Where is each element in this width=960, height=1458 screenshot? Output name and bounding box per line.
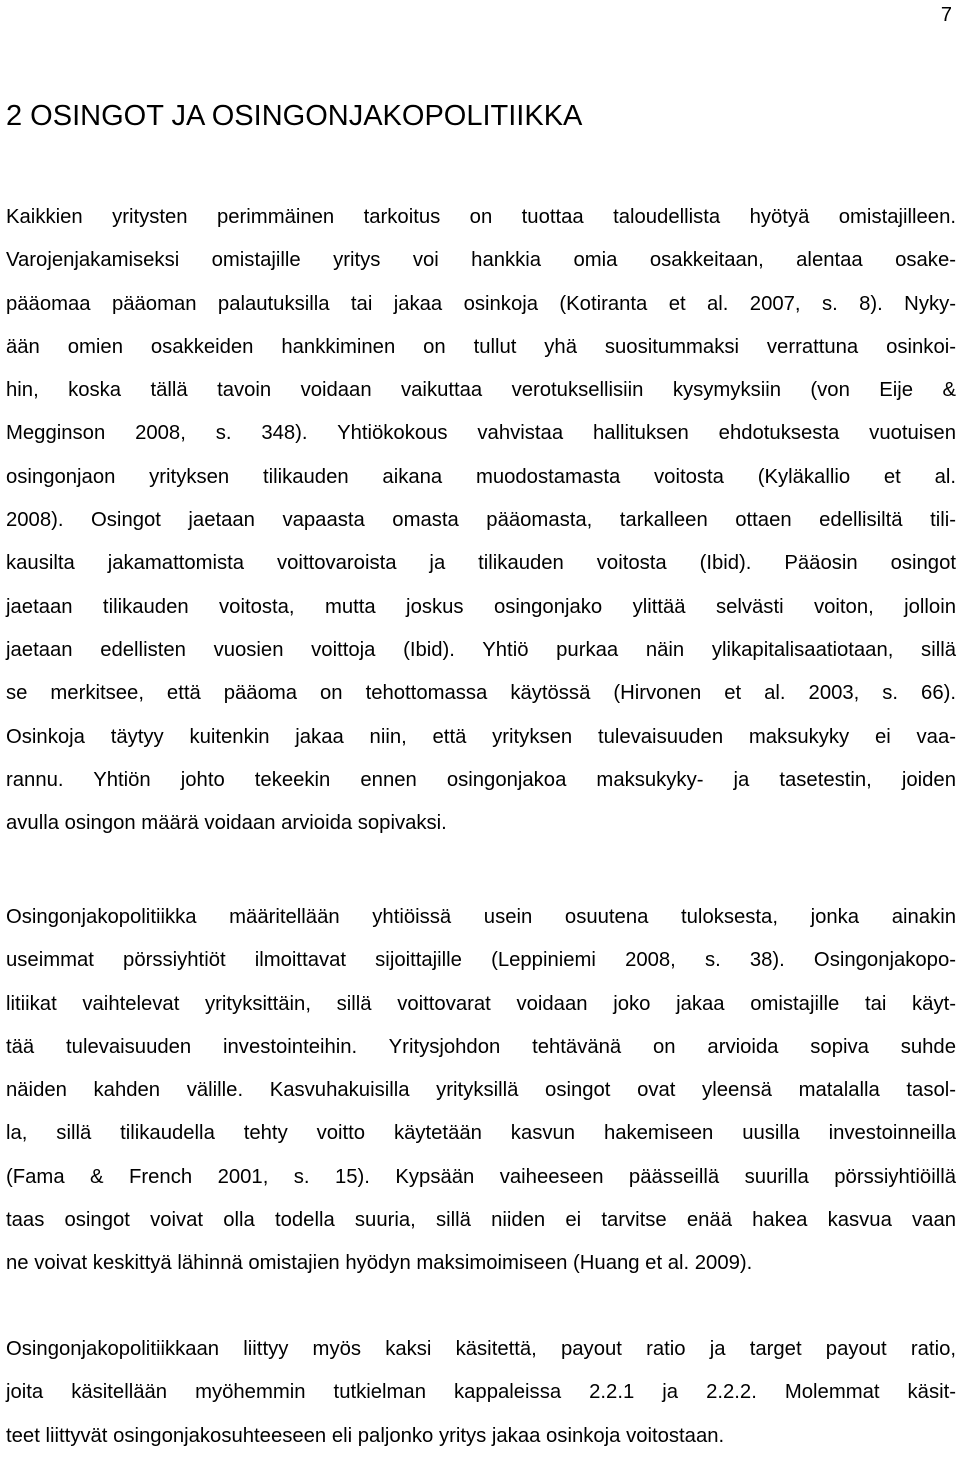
paragraph-dividend-policy	[6, 896, 956, 1286]
text-line: Varojenjakamiseksi omistajille yritys voi hankkia omia osakkeitaan, alentaa osake-	[6, 249, 956, 272]
text-line: (Fama & French 2001, s. 15). Kypsään vaiheeseen päässeillä suurilla pörssiyhtiöillä	[6, 1165, 956, 1188]
text-line: Osingonjakopolitiikka määritellään yhtiöissä usein osuutena tuloksesta, jonka ainakin	[6, 906, 956, 928]
text-line: avulla osingon määrä voidaan arvioida sopivaksi.	[6, 812, 447, 835]
text-line: la, sillä tilikaudella tehty voitto käytetään kasvun hakemiseen uusilla investoinneilla	[6, 1122, 956, 1145]
text-line: joita käsitellään myöhemmin tutkielman kappaleissa 2.2.1 ja 2.2.2. Molemmat käsit-	[6, 1381, 956, 1404]
text-line: Kaikkien yritysten perimmäinen tarkoitus on tuottaa taloudellista hyötyä omistajilleen.	[6, 206, 956, 228]
page-number: 7	[940, 4, 952, 26]
text-line: Megginson 2008, s. 348). Yhtiökokous vahvistaa hallituksen ehdotuksesta vuotuisen	[6, 422, 956, 445]
text-line: osingonjaon yrityksen tilikauden aikana muodostamasta voitosta (Kyläkallio et al.	[6, 465, 956, 488]
text-line: jaetaan edellisten vuosien voittoja (Ibid). Yhtiö purkaa näin ylikapitalisaatiotaan, sillä	[6, 638, 956, 661]
text-line: rannu. Yhtiön johto tekeekin ennen osingonjakoa maksukyky- ja tasetestin, joiden	[6, 768, 956, 791]
chapter-heading: 2 OSINGOT JA OSINGONJAKOPOLITIIKKA	[6, 100, 583, 132]
text-line: jaetaan tilikauden voitosta, mutta joskus osingonjako ylittää selvästi voiton, jolloin	[6, 595, 956, 618]
text-line: tää tulevaisuuden investointeihin. Yritysjohdon tehtävänä on arvioida sopiva suhde	[6, 1035, 956, 1058]
text-line: se merkitsee, että pääoma on tehottomassa käytössä (Hirvonen et al. 2003, s. 66).	[6, 682, 956, 705]
text-line: hin, koska tällä tavoin voidaan vaikuttaa verotuksellisiin kysymyksiin (von Eije &	[6, 379, 956, 402]
text-line: taas osingot voivat olla todella suuria, sillä niiden ei tarvitse enää hakea kasvua vaan	[6, 1209, 956, 1232]
text-line: ään omien osakkeiden hankkiminen on tullut yhä suositummaksi verrattuna osinkoi-	[6, 335, 956, 358]
text-line: kausilta jakamattomista voittovaroista ja tilikauden voitosta (Ibid). Pääosin osingot	[6, 552, 956, 575]
text-line: näiden kahden välille. Kasvuhakuisilla yrityksillä osingot ovat yleensä matalalla tasol-	[6, 1079, 956, 1102]
text-line: useimmat pörssiyhtiöt ilmoittavat sijoittajille (Leppiniemi 2008, s. 38). Osingonjakopo-	[6, 949, 956, 972]
text-line: 2008). Osingot jaetaan vapaasta omasta pääomasta, tarkalleen ottaen edellisiltä tili-	[6, 509, 956, 532]
text-line: Osingonjakopolitiikkaan liittyy myös kaksi käsitettä, payout ratio ja target payout ratio,	[6, 1338, 956, 1360]
text-line: teet liittyvät osingonjakosuhteeseen eli paljonko yritys jakaa osinkoja voitostaan.	[6, 1424, 725, 1447]
paragraph-payout-ratio	[6, 1328, 956, 1458]
text-line: ne voivat keskittyä lähinnä omistajien hyödyn maksimoimiseen (Huang et al. 2009).	[6, 1252, 753, 1275]
paragraph-dividends-intro	[6, 196, 956, 845]
text-line: litiikat vaihtelevat yrityksittäin, sillä voittovarat voidaan joko jakaa omistajille tai käyt-	[6, 992, 956, 1015]
text-line: pääomaa pääoman palautuksilla tai jakaa osinkoja (Kotiranta et al. 2007, s. 8). Nyky-	[6, 292, 956, 315]
text-line: Osinkoja täytyy kuitenkin jakaa niin, että yrityksen tulevaisuuden maksukyky ei vaa-	[6, 725, 956, 748]
